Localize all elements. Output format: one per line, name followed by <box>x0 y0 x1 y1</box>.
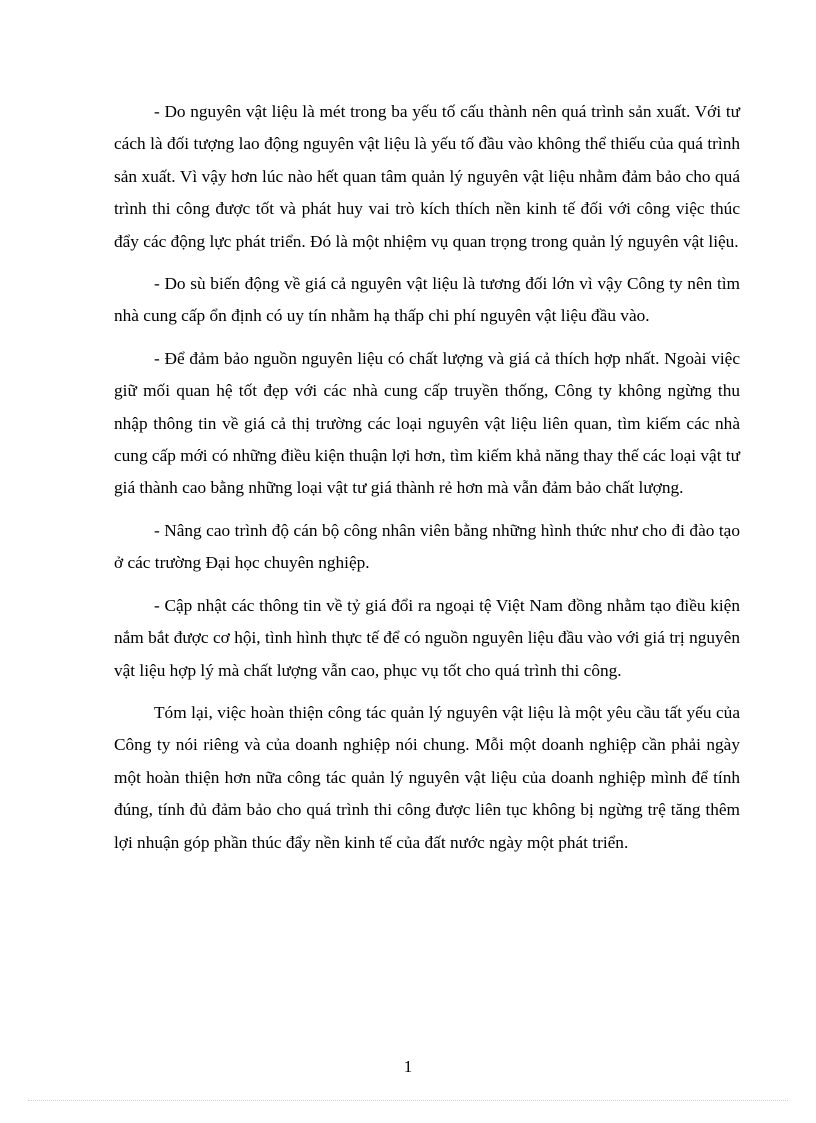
page-bottom-divider <box>28 1100 788 1101</box>
paragraph-price-fluctuation: - Do sù biến động về giá cả nguyên vật liệu là tương đối lớn vì vậy Công ty nên tìm nhà cung cấp ổn định có uy tín nhằm hạ thấp chi phí nguyên vật liệu đầu vào. <box>114 274 740 326</box>
document-body <box>114 96 740 869</box>
paragraph-material-role: - Do nguyên vật liệu là mét trong ba yếu tố cấu thành nên quá trình sản xuất. Với tư cách là đối tượng lao động nguyên vật liệu là yếu tố đầu vào không thể thiếu của quá trình sản xuất. Vì vậy hơn lúc nào hết quan tâm quản lý nguyên vật liệu nhằm đảm bảo cho quá trình thi công được tốt và phát huy vai trò kích thích nền kinh tế đối với công việc thúc đẩy các động lực phát triển. Đó là một nhiệm vụ quan trọng trong quản lý nguyên vật liệu. <box>114 102 740 251</box>
paragraph-conclusion: Tóm lại, việc hoàn thiện công tác quản lý nguyên vật liệu là một yêu cầu tất yếu của Công ty nói riêng và của doanh nghiệp nói chung. Mỗi một doanh nghiệp cần phải ngày một hoàn thiện hơn nữa công tác quản lý nguyên vật liệu của doanh nghiệp mình để tính đúng, tính đủ đảm bảo cho quá trình thi công được liên tục không bị ngừng trệ tăng thêm lợi nhuận góp phần thúc đẩy nền kinh tế của đất nước ngày một phát triển. <box>114 702 740 852</box>
paragraph-staff-training: - Nâng cao trình độ cán bộ công nhân viên bằng những hình thức như cho đi đào tạo ở các trường Đại học chuyên nghiệp. <box>114 520 740 573</box>
paragraph-exchange-rate: - Cập nhật các thông tin về tỷ giá đổi ra ngoại tệ Việt Nam đồng nhằm tạo điều kiện nắm bắt được cơ hội, tình hình thực tế để có nguồn nguyên liệu đầu vào với giá trị nguyên vật liệu hợp lý mà chất lượng vẫn cao, phục vụ tốt cho quá trình thi công. <box>114 595 740 680</box>
paragraph-quality-sources: - Để đảm bảo nguồn nguyên liệu có chất lượng và giá cả thích hợp nhất. Ngoài việc giữ mối quan hệ tốt đẹp với các nhà cung cấp truyền thống, Công ty không ngừng thu nhập thông tin về giá cả thị trường các loại nguyên vật liệu liên quan, tìm kiếm các nhà cung cấp mới có những điều kiện thuận lợi hơn, tìm kiếm khả năng thay thế các loại vật tư giá thành cao bằng những loại vật tư giá thành rẻ hơn mà vẫn đảm bảo chất lượng. <box>114 348 740 498</box>
page-number: 1 <box>403 1057 413 1076</box>
